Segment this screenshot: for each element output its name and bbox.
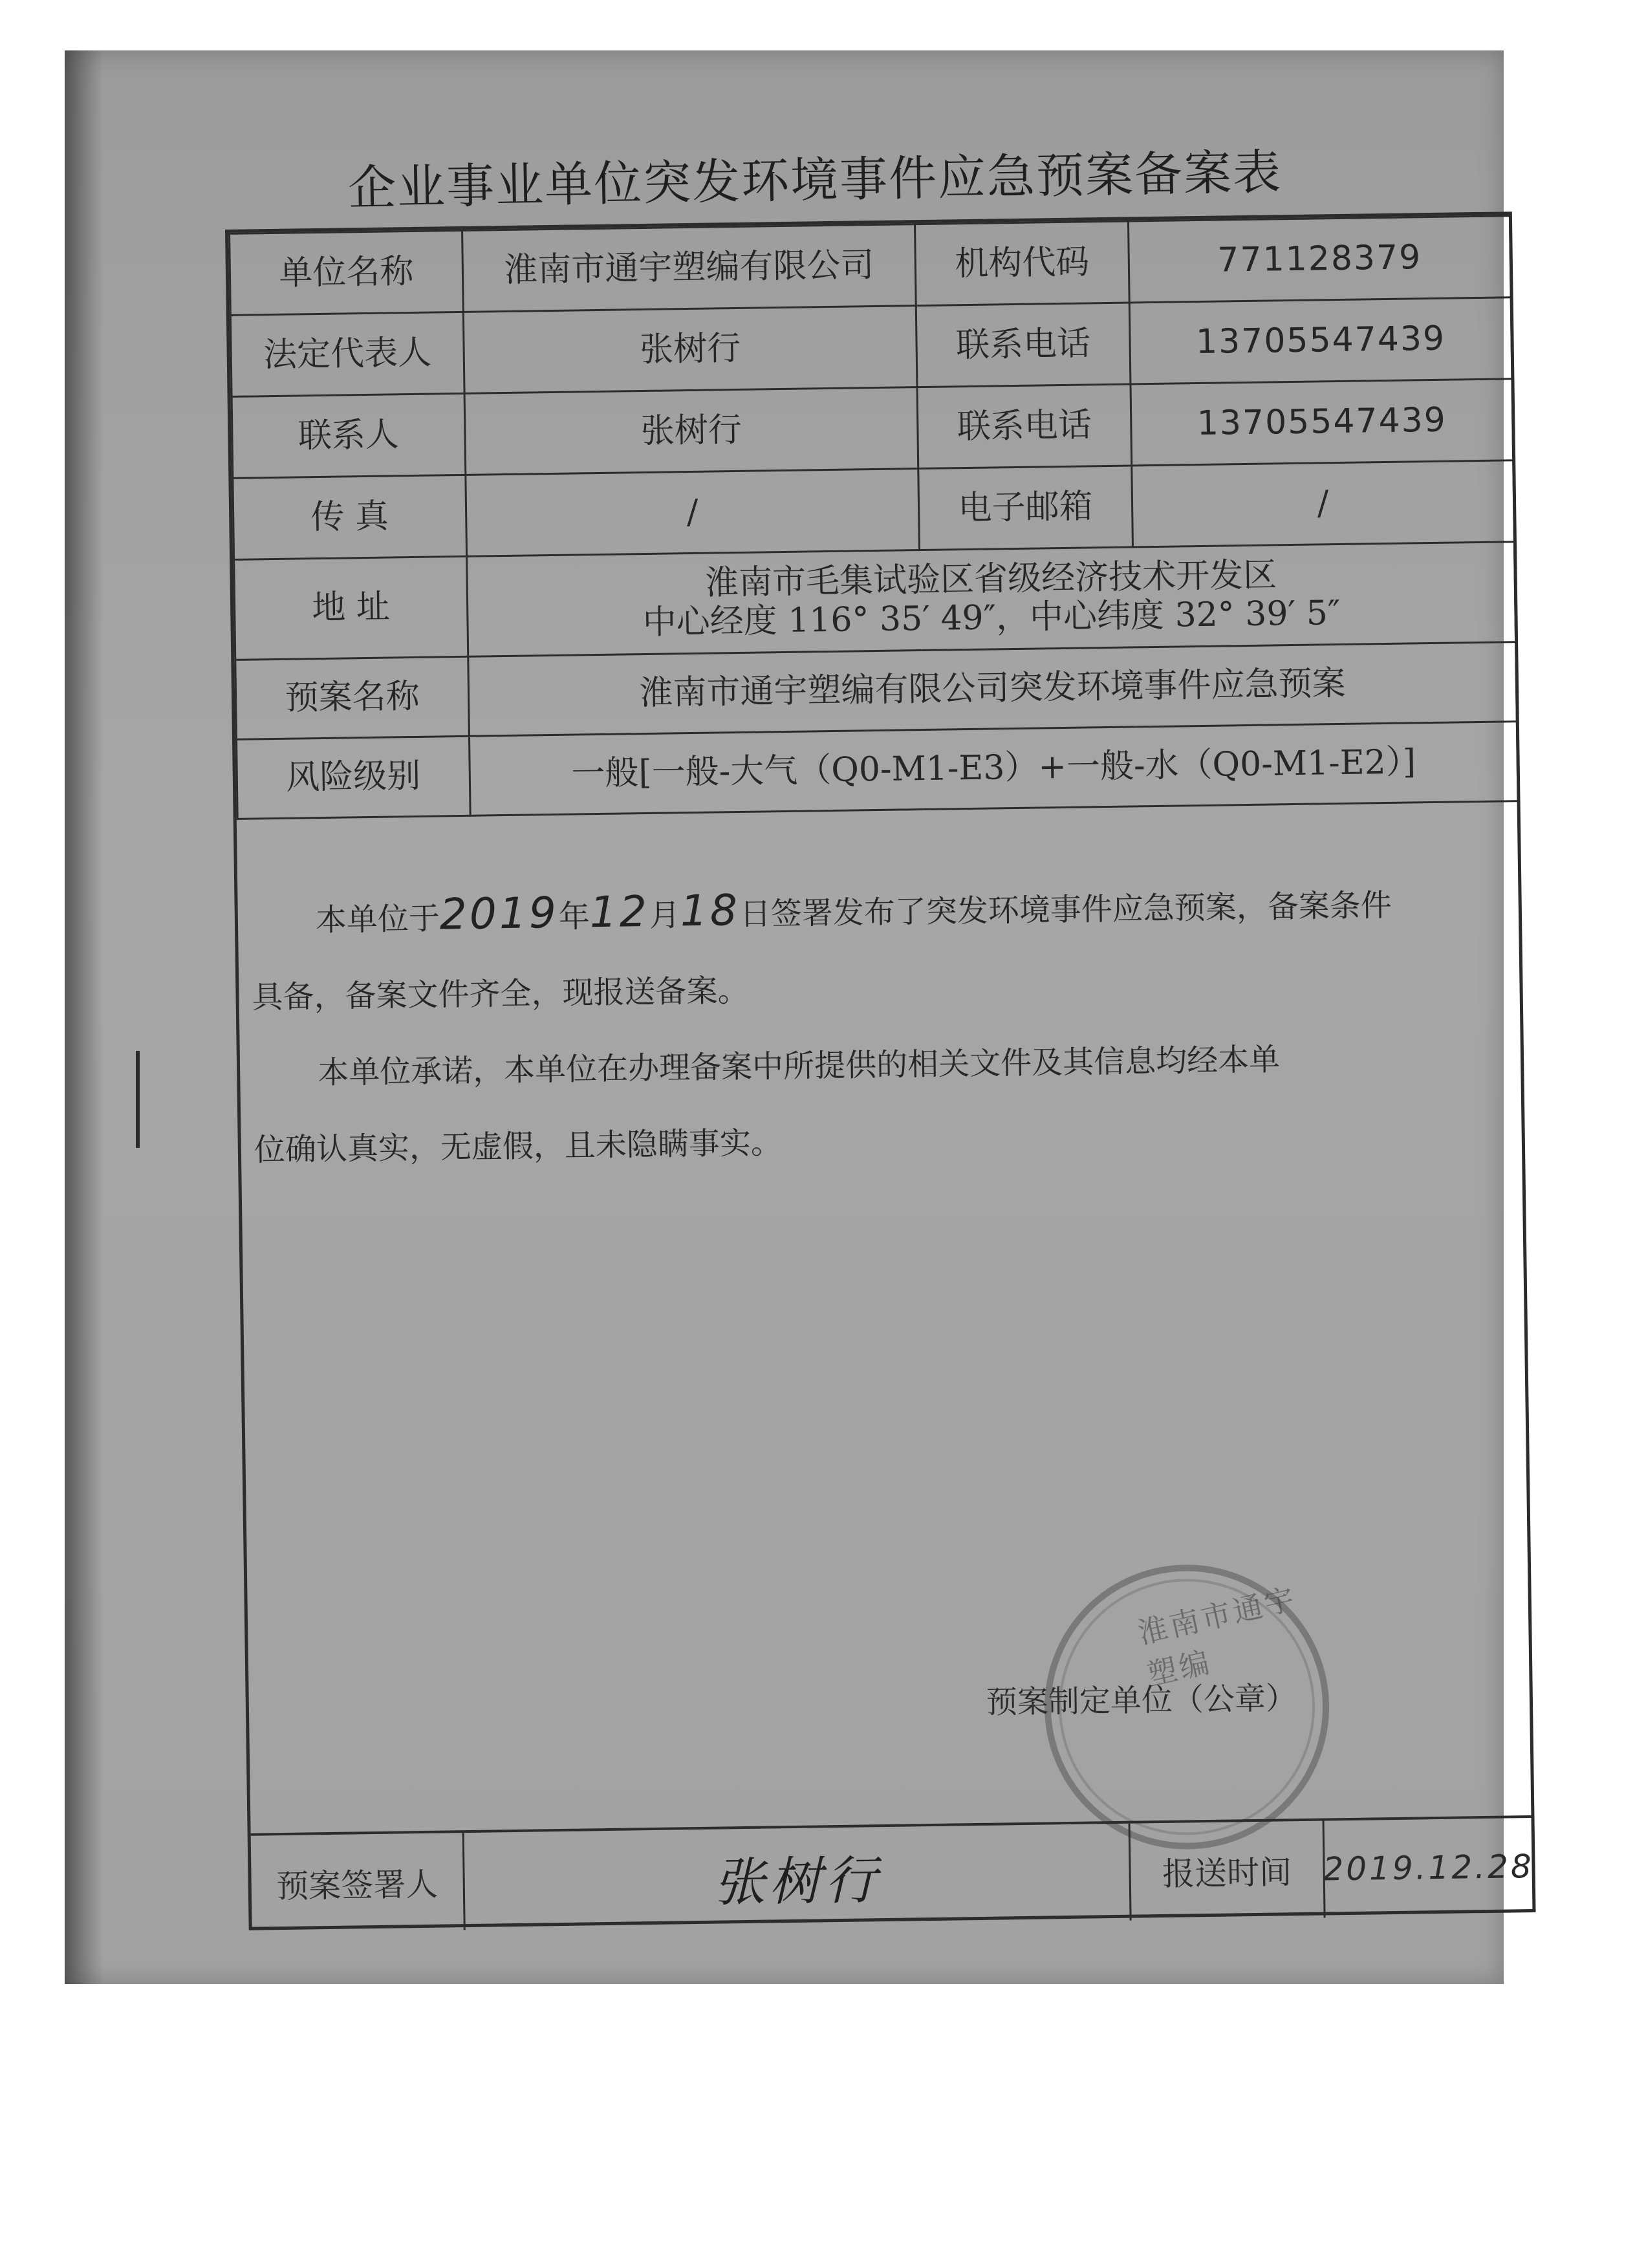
statement-prefix: 本单位于	[315, 900, 440, 939]
address-line-1: 淮南市毛集试验区省级经济技术开发区	[704, 556, 1277, 603]
handwritten-year: 2019	[439, 887, 559, 940]
signoff-row	[251, 1815, 1533, 1933]
unit-name-label: 单位名称	[230, 230, 464, 315]
row-risk-level	[237, 722, 1519, 819]
seal-text: 淮南市通宇塑编	[1134, 1581, 1301, 1692]
plan-name-value: 淮南市通宇塑编有限公司突发环境事件应急预案	[468, 642, 1517, 737]
email-value: /	[1132, 460, 1515, 547]
legal-rep-value: 张树行	[463, 306, 917, 394]
phone1-label: 联系电话	[916, 303, 1131, 387]
statement-paragraph-2: 本单位承诺，本单位在办理备案中所提供的相关文件及其信息均经本单	[317, 1041, 1281, 1092]
contact-value: 张树行	[464, 387, 918, 475]
info-table	[228, 215, 1519, 820]
plan-name-label: 预案名称	[235, 656, 470, 739]
statement-block	[250, 862, 1502, 1189]
signer-label: 预案签署人	[251, 1833, 466, 1933]
unit-name-value: 淮南市通宇塑编有限公司	[462, 224, 916, 312]
statement-paragraph-1-line-2: 具备，备案文件齐全，现报送备案。	[252, 972, 749, 1016]
risk-level-value: 一般[一般-大气（Q0-M1-E3）+一般-水（Q0-M1-E2）]	[469, 722, 1518, 816]
statement-suffix: 日签署发布了突发环境事件应急预案，备案条件	[739, 887, 1392, 933]
legal-rep-label: 法定代表人	[230, 312, 464, 396]
scan-edge-shadow	[65, 50, 103, 1984]
phone2-value: 13705547439	[1131, 379, 1513, 466]
org-code-label: 机构代码	[915, 221, 1129, 306]
contact-label: 联系人	[232, 393, 466, 478]
handwritten-day: 18	[680, 885, 741, 936]
submit-time-value: 2019.12.28	[1323, 1847, 1535, 1888]
submit-time-label: 报送时间	[1131, 1821, 1326, 1921]
phone1-value: 13705547439	[1129, 297, 1512, 384]
seal-label: 预案制定单位（公章）	[986, 1680, 1297, 1721]
document-title: 企业事业单位突发环境事件应急预案备案表	[347, 144, 1283, 217]
email-label: 电子邮箱	[918, 466, 1133, 550]
fax-label: 传 真	[233, 475, 467, 559]
fax-value: /	[466, 469, 920, 557]
binding-mark	[136, 1051, 140, 1148]
year-unit: 年	[558, 898, 590, 935]
address-label: 地 址	[234, 556, 468, 660]
filing-form	[225, 211, 1536, 1930]
row-address	[234, 542, 1516, 660]
address-line-2: 中心经度 116° 35′ 49″，中心纬度 32° 39′ 5″	[642, 593, 1341, 643]
signer-signature: 张树行	[464, 1824, 1132, 1930]
phone2-label: 联系电话	[917, 384, 1132, 469]
statement-paragraph-2-line-2: 位确认真实，无虚假，且未隐瞒事实。	[254, 1125, 783, 1169]
org-code-value: 771128379	[1128, 216, 1511, 303]
month-unit: 月	[649, 897, 681, 934]
address-value	[467, 542, 1516, 657]
handwritten-month: 12	[589, 886, 650, 938]
risk-level-label: 风险级别	[237, 736, 471, 819]
